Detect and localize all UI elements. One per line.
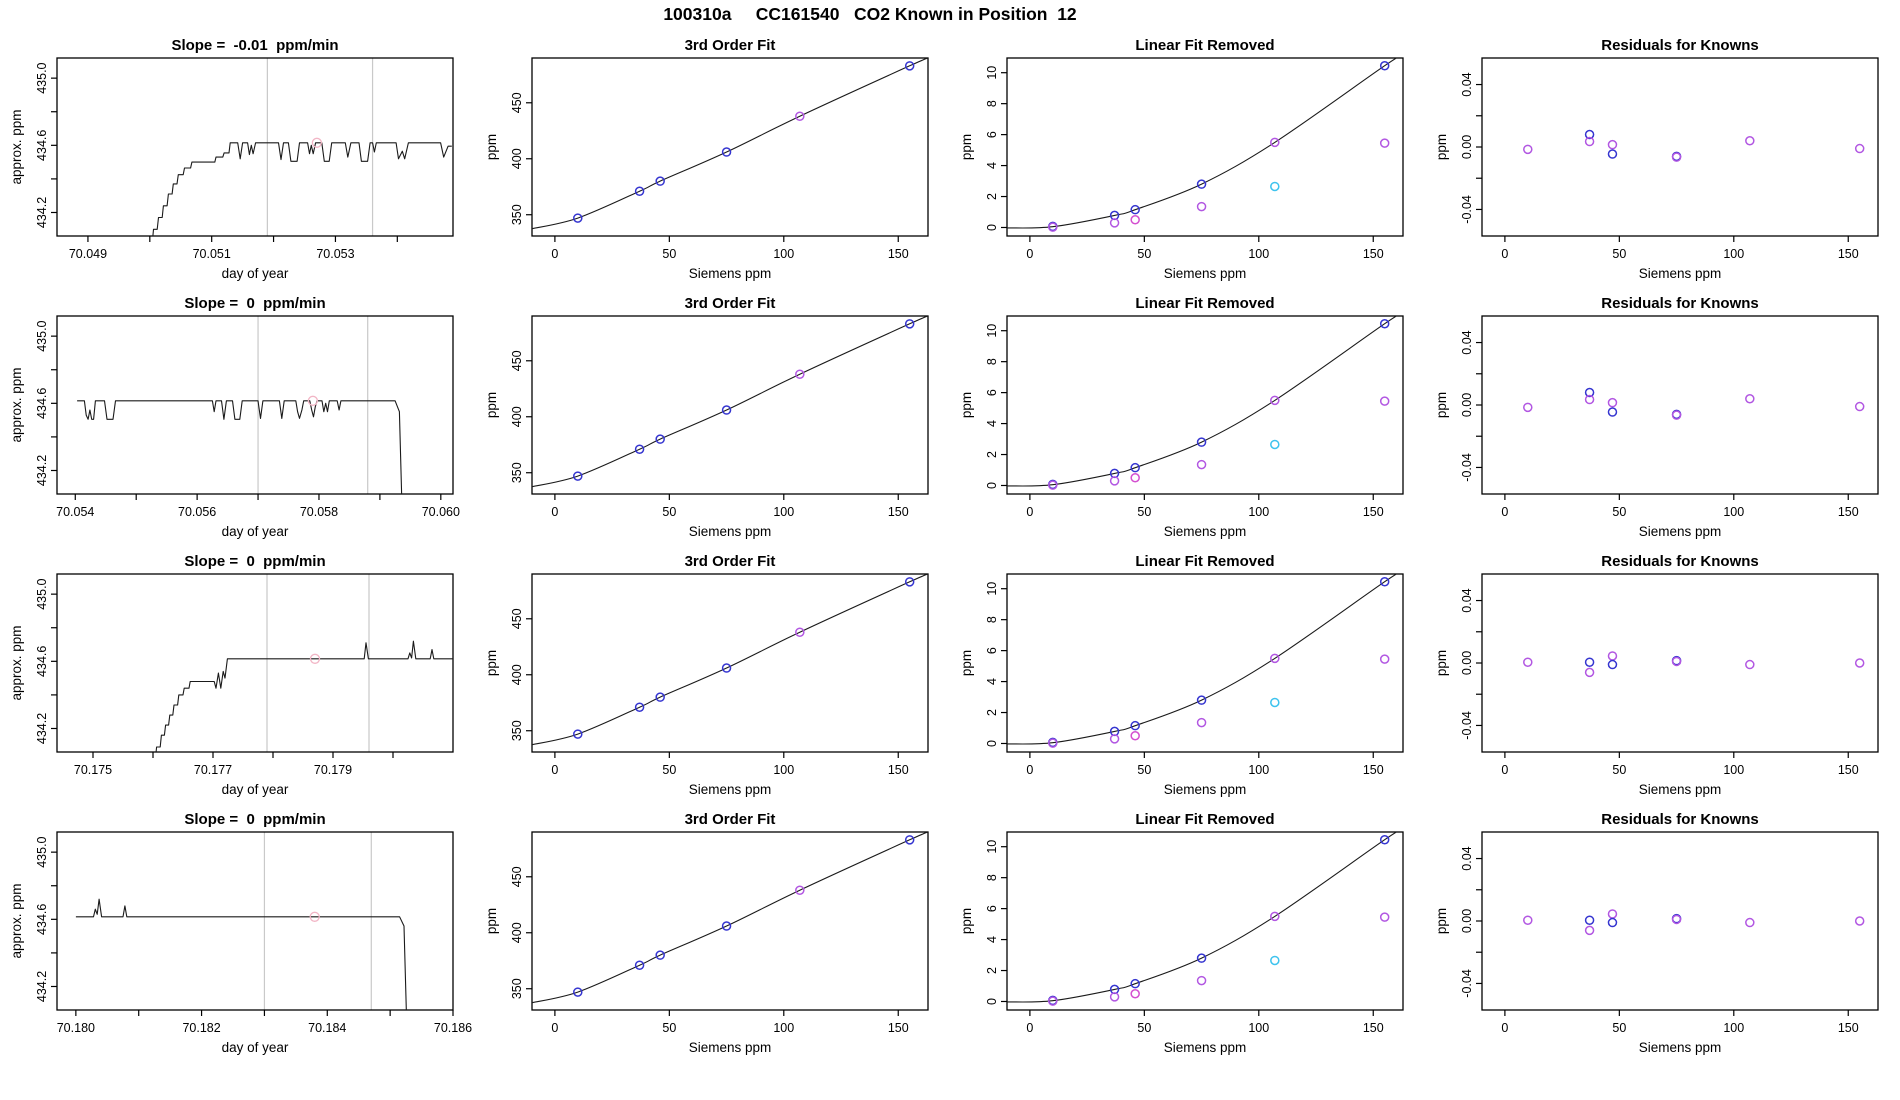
- svg-text:2: 2: [985, 193, 999, 201]
- x-axis: [551, 1010, 908, 1035]
- svg-text:4: 4: [985, 678, 999, 686]
- data-point: [1746, 137, 1754, 145]
- fit-curve: [1007, 313, 1403, 486]
- y-axis-label: ppm: [1434, 907, 1449, 935]
- svg-text:435.0: 435.0: [35, 836, 49, 868]
- data-point: [1524, 145, 1532, 153]
- data-point: [1271, 698, 1279, 706]
- x-axis-label: Siemens ppm: [688, 1040, 772, 1055]
- y-axis: [1460, 330, 1482, 481]
- svg-text:70.053: 70.053: [316, 247, 355, 261]
- svg-text:150: 150: [1362, 247, 1384, 261]
- svg-text:0: 0: [985, 482, 999, 489]
- svg-text:8: 8: [985, 874, 999, 882]
- scatter-points: [1049, 62, 1389, 231]
- svg-text:450: 450: [510, 350, 524, 372]
- series-line: [77, 401, 402, 501]
- svg-text:8: 8: [985, 616, 999, 624]
- panel-row2-col1-ts2: [9, 295, 460, 539]
- x-axis-label: Siemens ppm: [688, 266, 772, 281]
- svg-text:2: 2: [985, 967, 999, 975]
- svg-text:0: 0: [1026, 1021, 1034, 1035]
- svg-text:4: 4: [985, 420, 999, 428]
- panel-title: Linear Fit Removed: [1135, 37, 1275, 54]
- data-point: [1381, 139, 1389, 147]
- x-axis: [1501, 494, 1858, 519]
- data-point: [1131, 732, 1139, 740]
- svg-text:150: 150: [1362, 763, 1384, 777]
- svg-text:400: 400: [510, 664, 524, 686]
- data-point: [1586, 926, 1594, 934]
- data-point: [1198, 977, 1206, 985]
- y-axis-label: ppm: [959, 133, 974, 161]
- x-axis-label: Siemens ppm: [1638, 266, 1722, 281]
- panel-title: Linear Fit Removed: [1135, 811, 1275, 828]
- y-axis: [510, 92, 532, 225]
- panel-title: 3rd Order Fit: [684, 37, 776, 54]
- svg-text:434.2: 434.2: [35, 970, 49, 1003]
- svg-text:100: 100: [773, 505, 795, 519]
- svg-text:70.051: 70.051: [192, 247, 231, 261]
- svg-text:50: 50: [662, 1021, 677, 1035]
- fit-curve: [1007, 829, 1403, 1002]
- svg-text:50: 50: [1137, 247, 1152, 261]
- svg-text:50: 50: [1612, 763, 1627, 777]
- svg-text:100: 100: [773, 247, 795, 261]
- plot-box: [1482, 58, 1878, 236]
- svg-text:8: 8: [985, 100, 999, 108]
- svg-text:100: 100: [1248, 1021, 1270, 1035]
- svg-text:-0.04: -0.04: [1460, 195, 1474, 224]
- svg-text:50: 50: [662, 763, 677, 777]
- series-line: [153, 641, 453, 759]
- y-axis: [1460, 588, 1482, 739]
- svg-text:50: 50: [1137, 763, 1152, 777]
- svg-text:70.175: 70.175: [73, 763, 113, 777]
- y-axis: [35, 320, 57, 486]
- panel-row3-col4-resB: [1434, 553, 1878, 797]
- y-axis-label: ppm: [484, 133, 499, 161]
- svg-text:150: 150: [1837, 1021, 1859, 1035]
- data-point: [1198, 461, 1206, 469]
- svg-text:350: 350: [510, 204, 524, 226]
- svg-text:0: 0: [985, 224, 999, 231]
- data-point: [1608, 919, 1616, 927]
- svg-text:0.00: 0.00: [1460, 392, 1474, 418]
- svg-text:150: 150: [1837, 505, 1859, 519]
- panel-title: Residuals for Knowns: [1601, 295, 1759, 312]
- svg-text:0: 0: [551, 1021, 559, 1035]
- y-axis: [985, 324, 1007, 489]
- x-axis: [1501, 236, 1858, 261]
- y-axis: [985, 66, 1007, 231]
- panel-row4-col1-ts4: [9, 811, 472, 1055]
- svg-text:70.054: 70.054: [56, 505, 95, 519]
- svg-text:6: 6: [985, 389, 999, 397]
- data-point: [1746, 919, 1754, 927]
- svg-text:70.179: 70.179: [313, 763, 353, 777]
- data-point: [1586, 658, 1594, 666]
- panel-row4-col2-fit: [484, 811, 928, 1055]
- svg-text:10: 10: [985, 839, 999, 854]
- data-point: [1608, 399, 1616, 407]
- fit-curve: [1007, 55, 1403, 228]
- x-axis: [1026, 1010, 1383, 1035]
- data-point: [1381, 397, 1389, 405]
- panel-title: Slope = 0 ppm/min: [184, 811, 326, 828]
- svg-text:0: 0: [551, 763, 559, 777]
- fit-curve: [532, 832, 928, 1003]
- panel-title: 3rd Order Fit: [684, 553, 776, 570]
- x-axis: [551, 752, 908, 777]
- svg-text:100: 100: [1248, 763, 1270, 777]
- y-axis-label: approx. ppm: [9, 883, 24, 959]
- panel-row1-col4-resA: [1434, 37, 1878, 281]
- x-axis: [551, 236, 908, 261]
- fit-curve: [532, 58, 928, 229]
- svg-text:450: 450: [510, 866, 524, 888]
- y-axis: [510, 350, 532, 483]
- data-point: [1524, 403, 1532, 411]
- svg-text:50: 50: [1137, 1021, 1152, 1035]
- svg-text:450: 450: [510, 608, 524, 630]
- panel-title: Linear Fit Removed: [1135, 553, 1275, 570]
- y-axis-label: ppm: [1434, 649, 1449, 677]
- series-line: [150, 143, 452, 243]
- panel-title: Residuals for Knowns: [1601, 811, 1759, 828]
- svg-text:0: 0: [1501, 247, 1509, 261]
- svg-text:434.6: 434.6: [35, 903, 49, 935]
- data-point: [1131, 990, 1139, 998]
- x-axis-label: Siemens ppm: [1163, 524, 1247, 539]
- x-axis: [56, 494, 460, 519]
- svg-text:0: 0: [551, 247, 559, 261]
- svg-text:0: 0: [1026, 505, 1034, 519]
- x-axis: [551, 494, 908, 519]
- svg-text:434.6: 434.6: [35, 129, 49, 161]
- y-axis: [35, 578, 57, 744]
- data-point: [1381, 655, 1389, 663]
- x-axis-label: Siemens ppm: [1638, 1040, 1722, 1055]
- plot-box: [57, 832, 453, 1010]
- data-point: [1608, 652, 1616, 660]
- y-axis-label: ppm: [959, 391, 974, 419]
- svg-text:100: 100: [1248, 505, 1270, 519]
- svg-text:4: 4: [985, 936, 999, 944]
- x-axis: [1501, 1010, 1858, 1035]
- x-axis-label: Siemens ppm: [1163, 266, 1247, 281]
- y-axis-label: approx. ppm: [9, 625, 24, 701]
- data-point: [1131, 474, 1139, 482]
- svg-text:434.6: 434.6: [35, 387, 49, 419]
- svg-text:0.04: 0.04: [1460, 846, 1474, 871]
- scatter-points: [1049, 836, 1389, 1005]
- svg-text:434.6: 434.6: [35, 645, 49, 677]
- panel-row2-col3-linres: [959, 295, 1403, 539]
- fit-curve: [532, 316, 928, 487]
- data-point: [1381, 913, 1389, 921]
- svg-text:10: 10: [985, 581, 999, 596]
- svg-text:0.00: 0.00: [1460, 134, 1474, 160]
- panel-title: Residuals for Knowns: [1601, 553, 1759, 570]
- scatter-points: [1524, 652, 1864, 676]
- y-axis: [510, 866, 532, 999]
- y-axis-label: ppm: [959, 907, 974, 935]
- panel-row2-col2-fit: [484, 295, 928, 539]
- y-axis: [35, 62, 57, 228]
- svg-text:450: 450: [510, 92, 524, 114]
- y-axis: [985, 582, 1007, 747]
- svg-text:0.04: 0.04: [1460, 330, 1474, 355]
- svg-text:0.00: 0.00: [1460, 908, 1474, 934]
- svg-text:350: 350: [510, 462, 524, 484]
- panel-title: Linear Fit Removed: [1135, 295, 1275, 312]
- svg-text:0: 0: [1501, 505, 1509, 519]
- svg-text:10: 10: [985, 65, 999, 80]
- x-axis-label: Siemens ppm: [688, 782, 772, 797]
- x-axis: [69, 236, 397, 261]
- svg-text:100: 100: [773, 763, 795, 777]
- data-point: [1271, 956, 1279, 964]
- y-axis: [1460, 72, 1482, 223]
- y-axis-label: approx. ppm: [9, 367, 24, 443]
- fit-curve: [532, 574, 928, 745]
- panel-title: 3rd Order Fit: [684, 295, 776, 312]
- y-axis: [985, 840, 1007, 1005]
- y-axis-label: ppm: [484, 649, 499, 677]
- svg-text:100: 100: [1723, 505, 1745, 519]
- y-axis: [1460, 846, 1482, 997]
- scatter-points: [1049, 578, 1389, 747]
- x-axis-label: Siemens ppm: [1638, 524, 1722, 539]
- panel-row1-col3-linres: [959, 37, 1403, 281]
- svg-text:434.2: 434.2: [35, 712, 49, 745]
- scatter-points: [1524, 910, 1864, 934]
- svg-text:100: 100: [1723, 1021, 1745, 1035]
- svg-text:100: 100: [1723, 247, 1745, 261]
- svg-text:0: 0: [985, 998, 999, 1005]
- x-axis-label: day of year: [221, 782, 289, 797]
- svg-text:6: 6: [985, 131, 999, 139]
- data-point: [1586, 916, 1594, 924]
- data-point: [1856, 917, 1864, 925]
- x-axis: [1026, 752, 1383, 777]
- x-axis: [1026, 236, 1383, 261]
- x-axis-label: day of year: [221, 266, 289, 281]
- panel-title: Slope = 0 ppm/min: [184, 295, 326, 312]
- svg-text:0: 0: [551, 505, 559, 519]
- svg-text:0.04: 0.04: [1460, 588, 1474, 613]
- svg-text:2: 2: [985, 451, 999, 459]
- svg-text:350: 350: [510, 978, 524, 1000]
- data-point: [1271, 182, 1279, 190]
- series-line: [76, 899, 407, 1017]
- svg-text:0: 0: [1501, 763, 1509, 777]
- svg-text:50: 50: [662, 505, 677, 519]
- svg-text:0: 0: [1026, 247, 1034, 261]
- svg-text:0.04: 0.04: [1460, 72, 1474, 97]
- plot-box: [57, 574, 453, 752]
- svg-text:100: 100: [1248, 247, 1270, 261]
- data-point: [1856, 145, 1864, 153]
- y-axis: [35, 836, 57, 1002]
- page-title: 100310a CC161540 CO2 Known in Position 12: [663, 4, 1077, 24]
- svg-text:6: 6: [985, 905, 999, 913]
- data-point: [1586, 668, 1594, 676]
- data-point: [1608, 150, 1616, 158]
- svg-text:434.2: 434.2: [35, 196, 49, 229]
- svg-text:150: 150: [887, 763, 909, 777]
- svg-text:70.056: 70.056: [178, 505, 217, 519]
- x-axis: [1026, 494, 1383, 519]
- panel-row2-col4-resA: [1434, 295, 1878, 539]
- svg-text:400: 400: [510, 148, 524, 170]
- svg-text:70.049: 70.049: [68, 247, 108, 261]
- svg-text:50: 50: [1612, 505, 1627, 519]
- svg-text:-0.04: -0.04: [1460, 711, 1474, 740]
- data-point: [1131, 216, 1139, 224]
- y-axis-label: approx. ppm: [9, 109, 24, 185]
- svg-text:100: 100: [1723, 763, 1745, 777]
- panel-row4-col3-linres: [959, 811, 1403, 1055]
- svg-text:70.184: 70.184: [308, 1021, 347, 1035]
- svg-text:150: 150: [1362, 505, 1384, 519]
- y-axis-label: ppm: [1434, 133, 1449, 161]
- panel-row4-col4-resB: [1434, 811, 1878, 1055]
- x-axis-label: Siemens ppm: [688, 524, 772, 539]
- svg-text:435.0: 435.0: [35, 62, 49, 94]
- panel-title: Slope = -0.01 ppm/min: [171, 37, 339, 54]
- svg-text:10: 10: [985, 323, 999, 338]
- panel-row3-col3-linres: [959, 553, 1403, 797]
- y-axis-label: ppm: [484, 391, 499, 419]
- svg-text:50: 50: [1612, 247, 1627, 261]
- svg-text:435.0: 435.0: [35, 320, 49, 352]
- svg-text:400: 400: [510, 406, 524, 428]
- panel-row3-col1-ts3: [9, 553, 453, 797]
- x-axis-label: Siemens ppm: [1638, 782, 1722, 797]
- x-axis: [57, 1010, 472, 1035]
- panel-title: Slope = 0 ppm/min: [184, 553, 326, 570]
- svg-text:0.00: 0.00: [1460, 650, 1474, 676]
- data-point: [1746, 661, 1754, 669]
- svg-text:-0.04: -0.04: [1460, 969, 1474, 998]
- x-axis: [74, 752, 393, 777]
- data-point: [1524, 916, 1532, 924]
- panel-title: Residuals for Knowns: [1601, 37, 1759, 54]
- svg-text:70.180: 70.180: [56, 1021, 95, 1035]
- panel-row3-col2-fit: [484, 553, 928, 797]
- fit-curve: [1007, 571, 1403, 744]
- y-axis: [510, 608, 532, 741]
- plot-box: [57, 316, 453, 494]
- svg-text:-0.04: -0.04: [1460, 453, 1474, 482]
- svg-text:2: 2: [985, 709, 999, 717]
- data-point: [1524, 658, 1532, 666]
- svg-text:100: 100: [773, 1021, 795, 1035]
- panel-row1-col1-ts1: [9, 37, 453, 281]
- data-point: [1271, 440, 1279, 448]
- data-point: [1856, 659, 1864, 667]
- data-point: [1198, 203, 1206, 211]
- panel-title: 3rd Order Fit: [684, 811, 776, 828]
- scatter-points: [1524, 389, 1864, 420]
- svg-text:350: 350: [510, 720, 524, 742]
- x-axis-label: day of year: [221, 524, 289, 539]
- svg-text:150: 150: [1837, 763, 1859, 777]
- data-point: [1608, 408, 1616, 416]
- data-point: [1856, 403, 1864, 411]
- data-point: [1198, 719, 1206, 727]
- svg-text:400: 400: [510, 922, 524, 944]
- svg-text:150: 150: [887, 247, 909, 261]
- svg-text:4: 4: [985, 162, 999, 170]
- panel-row1-col2-fit: [484, 37, 928, 281]
- y-axis-label: ppm: [1434, 391, 1449, 419]
- svg-text:150: 150: [1837, 247, 1859, 261]
- svg-text:70.182: 70.182: [182, 1021, 221, 1035]
- svg-text:50: 50: [1612, 1021, 1627, 1035]
- x-axis: [1501, 752, 1858, 777]
- data-point: [1608, 661, 1616, 669]
- y-axis-label: ppm: [484, 907, 499, 935]
- svg-text:70.060: 70.060: [421, 505, 460, 519]
- svg-text:8: 8: [985, 358, 999, 366]
- svg-text:50: 50: [662, 247, 677, 261]
- data-point: [1746, 395, 1754, 403]
- data-point: [1608, 910, 1616, 918]
- x-axis-label: day of year: [221, 1040, 289, 1055]
- svg-text:435.0: 435.0: [35, 578, 49, 610]
- svg-text:6: 6: [985, 647, 999, 655]
- plot-box: [1482, 316, 1878, 494]
- svg-text:434.2: 434.2: [35, 454, 49, 487]
- svg-text:0: 0: [1501, 1021, 1509, 1035]
- scatter-points: [1049, 320, 1389, 489]
- svg-text:0: 0: [1026, 763, 1034, 777]
- svg-text:150: 150: [887, 505, 909, 519]
- x-axis-label: Siemens ppm: [1163, 1040, 1247, 1055]
- svg-text:150: 150: [1362, 1021, 1384, 1035]
- data-point: [1608, 141, 1616, 149]
- x-axis-label: Siemens ppm: [1163, 782, 1247, 797]
- svg-text:50: 50: [1137, 505, 1152, 519]
- svg-text:150: 150: [887, 1021, 909, 1035]
- scatter-points: [1524, 131, 1864, 162]
- svg-text:0: 0: [985, 740, 999, 747]
- svg-text:70.186: 70.186: [433, 1021, 473, 1035]
- y-axis-label: ppm: [959, 649, 974, 677]
- svg-text:70.058: 70.058: [299, 505, 339, 519]
- svg-text:70.177: 70.177: [193, 763, 233, 777]
